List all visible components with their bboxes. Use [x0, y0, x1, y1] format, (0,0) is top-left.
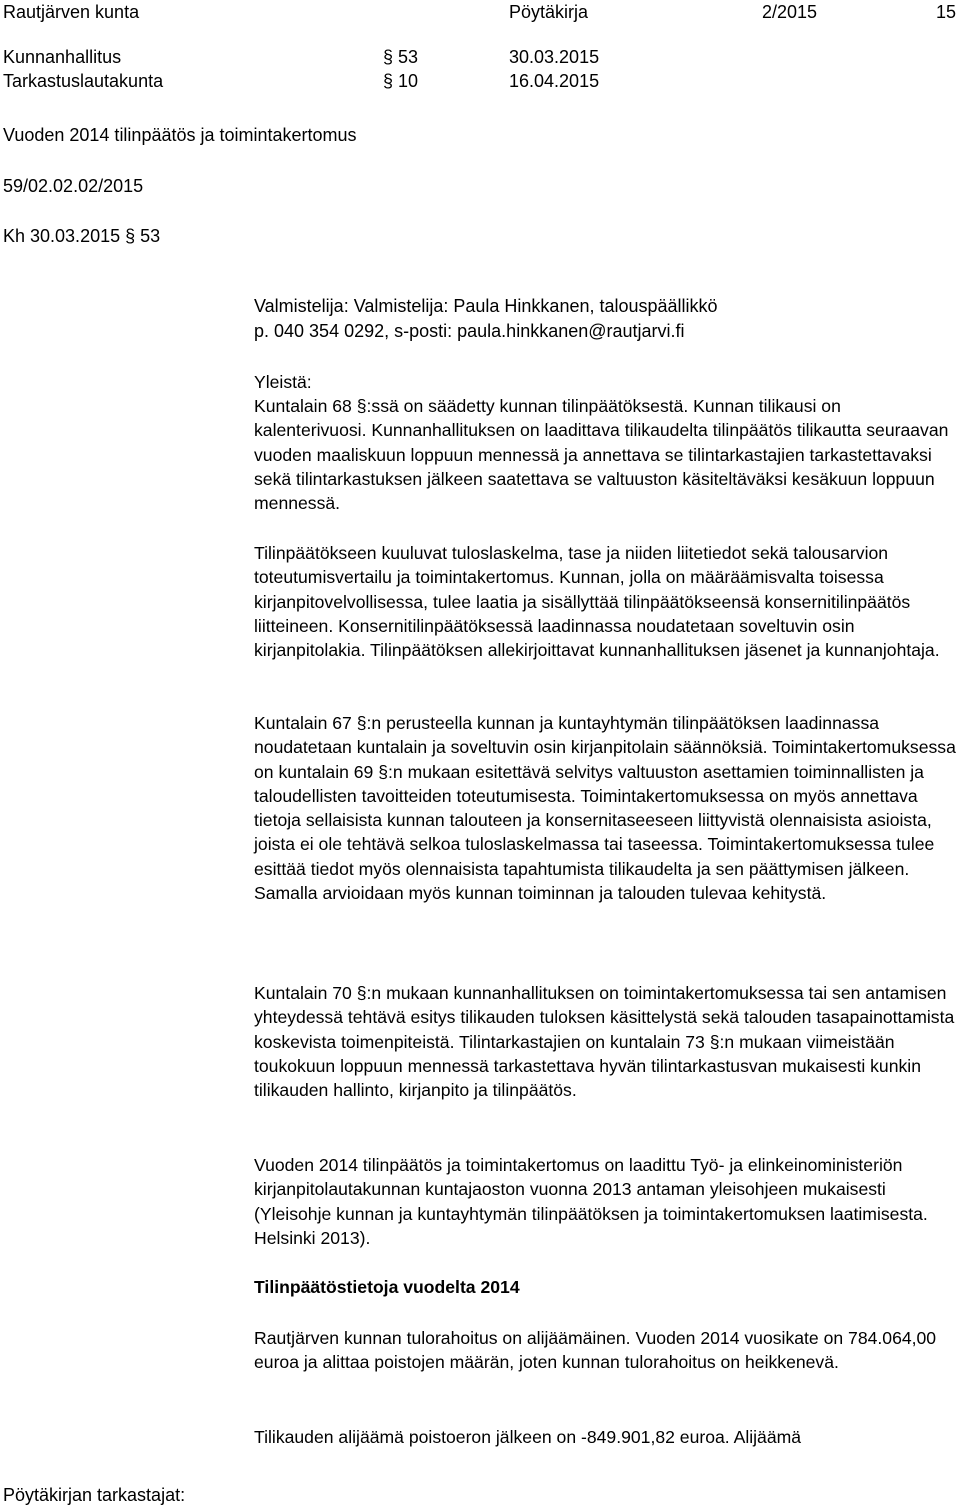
section-symbol: §	[378, 761, 389, 782]
general-heading	[254, 370, 956, 394]
body-name: Tarkastuslautakunta	[3, 71, 164, 91]
section-symbol: §	[383, 71, 394, 91]
general-heading-text: Yleistä:	[254, 372, 312, 392]
record-number: 59/02.02.02/2015	[3, 176, 144, 196]
meeting-reference-number: 53	[140, 226, 161, 246]
subheading	[254, 1275, 956, 1299]
text-part: Kuntalain 68	[254, 396, 357, 416]
section-number: 53	[398, 47, 419, 67]
document-type: Pöytäkirja	[509, 2, 589, 22]
section-symbol: §	[383, 47, 394, 67]
text-part: Kuntalain 70	[254, 983, 357, 1003]
body-name: Kunnanhallitus	[3, 47, 122, 67]
meeting-reference-date: Kh 30.03.2015	[3, 226, 121, 246]
paragraph-6	[254, 1326, 956, 1375]
section-symbol: §	[709, 1031, 720, 1052]
paragraph-1	[254, 394, 956, 515]
preparer-contact: p. 040 354 0292, s-posti: paula.hinkkanen@rautjarvi.fi	[254, 321, 685, 341]
section-symbol: §	[125, 226, 136, 246]
paragraph-7-text: Tilikauden alijäämä poistoeron jälkeen on -849.901,82 euroa. Alijäämä	[254, 1427, 802, 1447]
meeting-date: 16.04.2015	[509, 71, 600, 91]
text-part: :n mukaan esitettävä selvitys valtuuston asettamien toiminnallisten ja taloudellisten tavoitteiden toteutumisesta. Toimintakertomuksessa on myös annettava tietoja sellaisista kunnan talouteen ja konsernitaseeseen liittyvistä olennaisista asioista, joista ei ole tehtävä selkoa tuloslaskelmassa tai taseessa. Toimintakertomuksessa tulee esittää tiedot myös olennaisista tapahtumista tilikaudelta ja sen päättymisen jälkeen. Samalla arvioidaan myös kunnan toiminnan ja talouden tulevaa kehitystä.	[254, 761, 935, 904]
section-number: 10	[398, 71, 419, 91]
section-symbol: §	[356, 713, 367, 733]
paragraph-5-text: Vuoden 2014 tilinpäätös ja toimintakertomus on laadittu Työ- ja elinkeinoministeriön kirjanpitolautakunnan kuntajaoston vuonna 2013 antaman yleisohjeen mukaisesti (Yleisohje kunnan ja kuntayhtymän tilinpäätöksen ja toimintakertomuksen laatimisesta. Helsinki 2013).	[254, 1155, 928, 1248]
preparer-line: Valmistelija: Valmistelija: Paula Hinkkanen, talouspäällikkö	[254, 296, 718, 316]
text-part: Kuntalain 67	[254, 713, 357, 733]
paragraph-3	[254, 711, 956, 905]
matter-title: Vuoden 2014 tilinpäätös ja toimintakertomus	[3, 125, 357, 145]
municipality-name: Rautjärven kunta	[3, 2, 140, 22]
paragraph-6-text: Rautjärven kunnan tulorahoitus on alijäämäinen. Vuoden 2014 vuosikate on 784.064,00 euroa ja alittaa poistojen määrän, joten kunnan tulorahoitus on heikkenevä.	[254, 1328, 937, 1373]
document-number: 2/2015	[762, 2, 818, 22]
text-part: :n mukaan kunnanhallituksen on toimintakertomuksessa tai sen antamisen yhteydessä tehtävä esitys tilikauden tuloksen käsittelystä sekä talouden tasapainottamista koskevista toimenpiteistä. Tilintarkastajien on kuntalain 73	[254, 983, 955, 1052]
text-part: :n perusteella kunnan ja kuntayhtymän tilinpäätöksen laadinnassa noudatetaan kuntalain ja soveltuvin osin kirjanpitolain säännöksiä. Toimintakertomuksessa on kuntalain 69	[254, 713, 956, 782]
section-symbol: §	[356, 396, 367, 416]
paragraph-5	[254, 1153, 956, 1250]
inspectors-label: Pöytäkirjan tarkastajat:	[3, 1485, 186, 1505]
meeting-date: 30.03.2015	[509, 47, 600, 67]
text-part: :ssä on säädetty kunnan tilinpäätöksestä. Kunnan tilikausi on kalenterivuosi. Kunnanhallituksen on laadittava tilikaudelta tilinpäätös tilikautta seuraavan vuoden maaliskuun loppuun mennessä ja annettava se tilintarkastajien tarkastettavaksi sekä tilintarkastuksen jälkeen saatettava se valtuuston käsiteltäväksi kesäkuun loppuun mennessä.	[254, 396, 949, 514]
section-symbol: §	[356, 983, 367, 1003]
paragraph-2-text: Tilinpäätökseen kuuluvat tuloslaskelma, tase ja niiden liitetiedot sekä talousarvion toteutumisvertailu ja toimintakertomus. Kunnan, jolla on määräämisvalta toisessa kirjanpitovelvollisessa, tulee laatia ja sisällyttää tilinpäätökseensä konsernitilinpäätös liitteineen. Konsernitilinpäätöksessä laadinnassa noudatetaan soveltuvin osin kirjanpitolakia. Tilinpäätöksen allekirjoittavat kunnanhallituksen jäsenet ja kunnanjohtaja.	[254, 543, 940, 661]
paragraph-4	[254, 981, 956, 1102]
text-part: :n mukaan viimeistään toukokuun loppuun mennessä tarkastettava hyvän tilintarkastusvan mukaisesti kunkin tilikauden hallinto, kirjanpito ja tilinpäätös.	[254, 1031, 921, 1101]
subheading-text: Tilinpäätöstietoja vuodelta 2014	[254, 1277, 520, 1297]
paragraph-2	[254, 541, 956, 662]
meeting-reference	[3, 225, 160, 247]
page-number: 15	[936, 2, 957, 22]
paragraph-7	[254, 1425, 956, 1449]
